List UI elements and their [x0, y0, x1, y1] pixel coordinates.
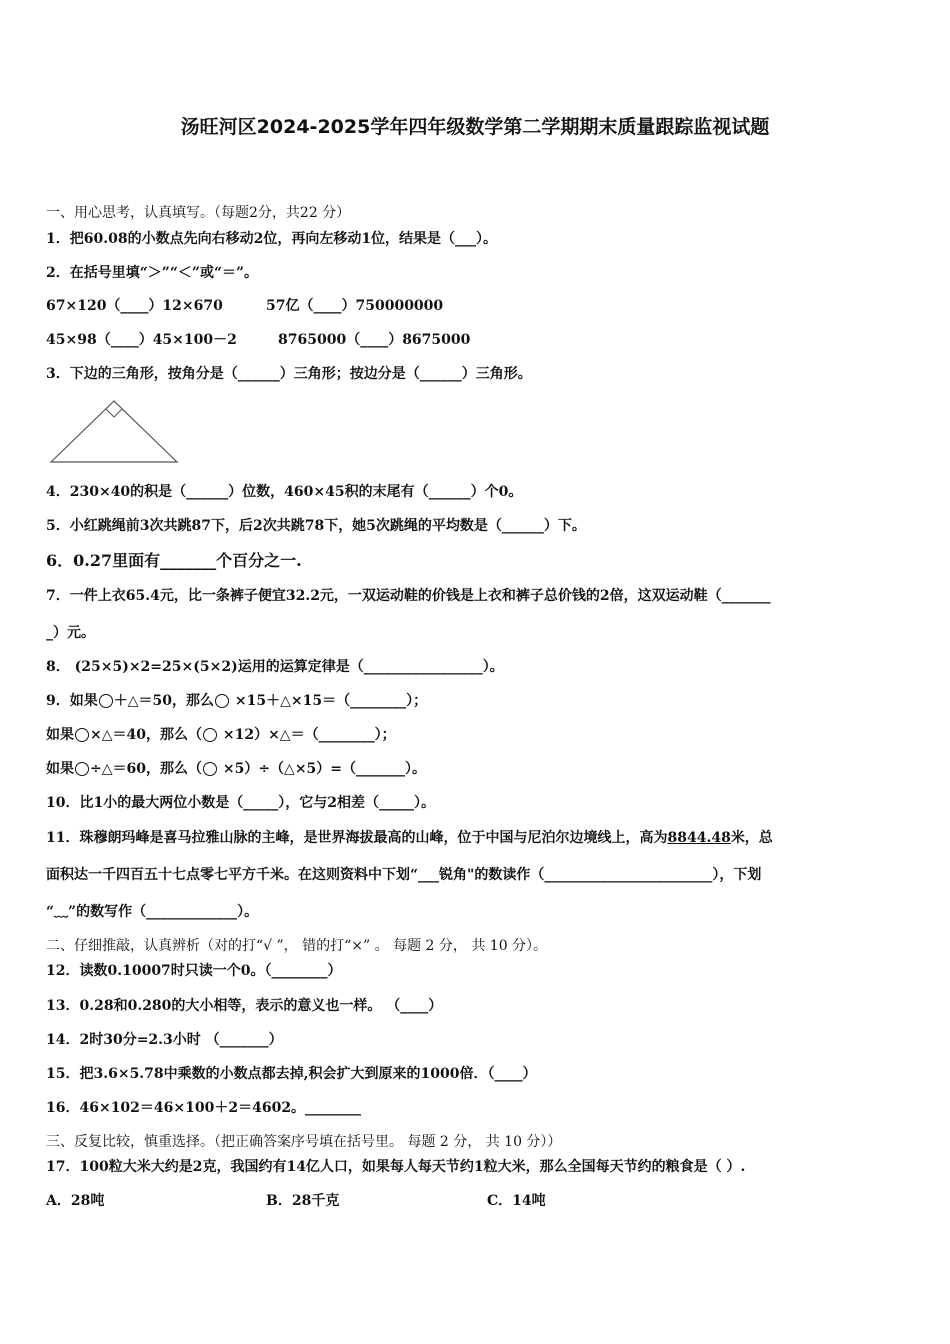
question-2-a: 67×120（____）12×670 [46, 298, 223, 314]
underlined-number: 8844.48 [667, 830, 731, 846]
circle-icon [203, 762, 217, 776]
question-14: 14．2时30分=2.3小时 （_______） [46, 1032, 283, 1048]
question-16: 16．46×102＝46×100＋2＝4602。________ [46, 1100, 362, 1116]
question-2: 2．在括号里填“＞”“＜”或“＝”。 [46, 265, 259, 281]
circle-icon [203, 728, 217, 742]
triangle-figure [48, 398, 180, 466]
question-13: 13．0.28和0.280的大小相等，表示的意义也一样。 （____） [46, 998, 443, 1014]
question-15: 15．把3.6×5.78中乘数的小数点都去掉,积会扩大到原来的1000倍．（____） [46, 1066, 537, 1082]
circle-icon [215, 694, 229, 708]
circle-icon [75, 762, 89, 776]
question-9-text: ×12）×△＝（________）； [222, 727, 396, 743]
question-3: 3．下边的三角形，按角分是（______）三角形；按边分是（______）三角形。 [46, 366, 532, 382]
question-2-c: 45×98（____）45×100－2 [46, 332, 237, 348]
question-4: 4．230×40的积是（______）位数，460×45积的末尾有（______）个0。 [46, 484, 523, 500]
question-9-text: 9．如果 [46, 693, 98, 709]
question-12: 12．读数0.10007时只读一个0。（________） [46, 963, 342, 979]
question-10: 10．比1小的最大两位小数是（_____），它与2相差（_____）。 [46, 795, 435, 811]
option-a: A．28吨 [46, 1193, 105, 1209]
question-9-text: 如果 [46, 727, 74, 743]
question-9-text: ×15＋△×15＝（________）； [234, 693, 428, 709]
question-9-text: ×5）÷（△×5）=（_______）。 [222, 761, 427, 777]
question-8: 8． (25×5)×2=25×(5×2)运用的运算定律是（_________________）。 [46, 659, 504, 675]
circle-icon [75, 728, 89, 742]
page-title: 汤旺河区2024-2025学年四年级数学第二学期期末质量跟踪监视试题 [180, 116, 770, 138]
question-11-text: 11．珠穆朗玛峰是喜马拉雅山脉的主峰，是世界海拔最高的山峰，位于中国与尼泊尔边境线上，高为 [46, 830, 668, 846]
question-11-line-3: “﹏”的数写作（_____________）。 [46, 904, 259, 920]
question-9-text: 如果 [46, 761, 74, 777]
question-6: 6．0.27里面有_______个百分之一. [46, 551, 302, 570]
section-3-heading: 三、反复比较，慎重选择。（把正确答案序号填在括号里。 每题 2 分， 共 10 分）） [46, 1134, 562, 1150]
question-11-line-2: 面积达一千四百五十七点零七平方千米。在这则资料中下划“___锐角"的数读作（________________________），下划 [46, 867, 762, 883]
circle-icon [99, 694, 113, 708]
question-17: 17．100粒大米大约是2克，我国约有14亿人口，如果每人每天节约1粒大米，那么全国每天节约的粮食是（ ）. [46, 1159, 746, 1175]
question-2-b: 57亿（____）750000000 [266, 298, 444, 314]
question-9-line-1 [46, 690, 427, 710]
question-5: 5．小红跳绳前3次共跳87下，后2次共跳78下，她5次跳绳的平均数是（______）下。 [46, 518, 586, 534]
section-1-heading: 一、用心思考，认真填写。（每题2分，共22 分） [46, 205, 351, 221]
question-11-text: 米，总 [730, 830, 773, 846]
option-c: C．14吨 [487, 1193, 546, 1209]
question-11-line-1 [46, 827, 773, 847]
question-2-d: 8765000（____）8675000 [278, 332, 471, 348]
question-1: 1．把60.08的小数点先向右移动2位，再向左移动1位，结果是（___）。 [46, 231, 498, 247]
question-9-line-2 [46, 724, 396, 744]
question-9-text: ＋△＝50，那么 [113, 693, 214, 709]
section-2-heading: 二、仔细推敲，认真辨析（对的打“√ ”， 错的打“×” 。 每题 2 分， 共 10 分）。 [46, 938, 548, 954]
option-b: B．28千克 [266, 1193, 340, 1209]
question-9-text: ×△＝40，那么（ [90, 727, 202, 743]
question-7-line-2: _）元。 [46, 625, 95, 641]
question-7-line-1: 7．一件上衣65.4元，比一条裤子便宜32.2元，一双运动鞋的价钱是上衣和裤子总价钱的2倍，这双运动鞋（_______ [46, 588, 771, 604]
question-9-text: ÷△＝60，那么（ [90, 761, 202, 777]
question-9-line-3 [46, 758, 426, 778]
